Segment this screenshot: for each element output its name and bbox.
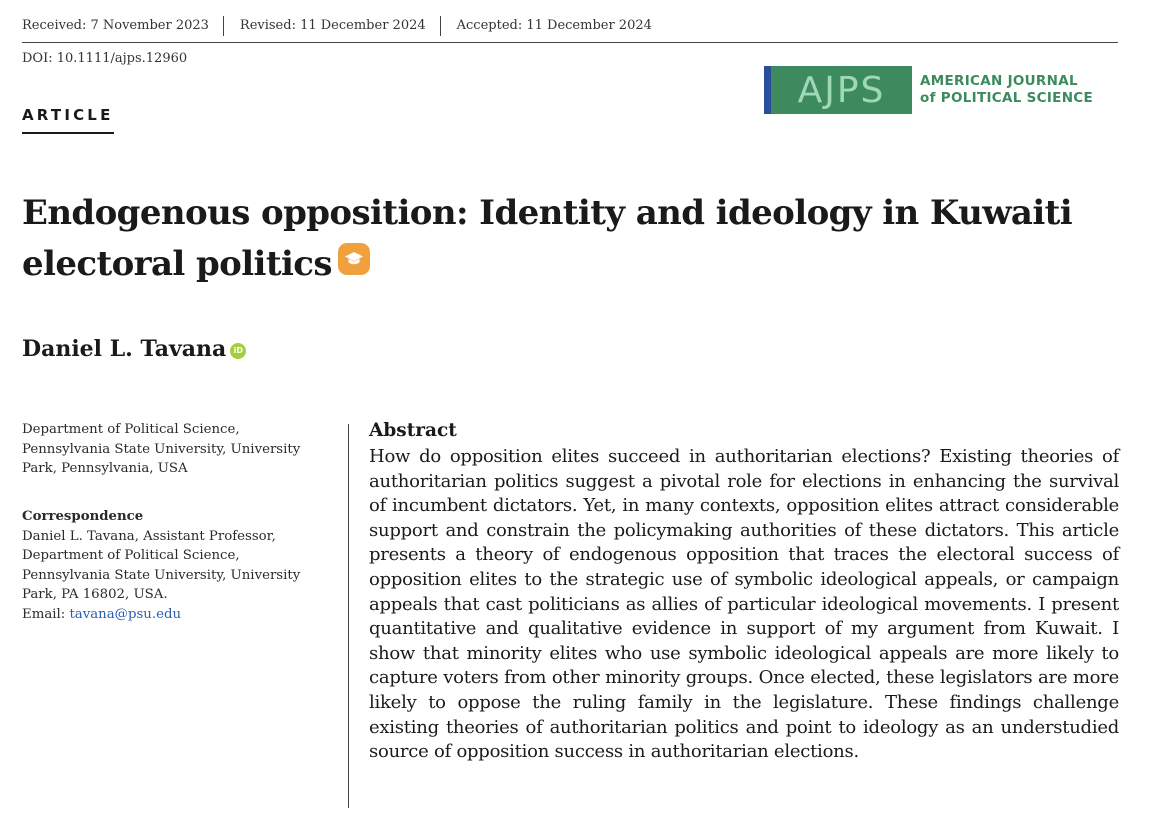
graduation-cap-icon: [344, 251, 364, 267]
publication-dates: [22, 16, 1118, 43]
correspondence: [22, 507, 322, 624]
affiliation-line: Park, Pennsylvania, USA: [22, 461, 188, 476]
journal-name: [920, 73, 1093, 107]
correspondence-line: Daniel L. Tavana, Assistant Professor,: [22, 528, 276, 544]
column-divider: [348, 424, 349, 808]
correspondence-email: [22, 605, 322, 625]
article-title: [22, 188, 1122, 290]
open-access-icon[interactable]: [338, 243, 370, 275]
author: [22, 336, 246, 362]
received-date: Received: 7 November 2023: [22, 18, 209, 33]
affiliation: [22, 420, 322, 479]
orcid-icon[interactable]: iD: [230, 343, 246, 359]
abstract-text: How do opposition elites succeed in authoritarian elections? Existing theories of authoritarian politics suggest a pivotal role for elections in enhancing the survival of incumbent dictators. Yet, in many contexts, opposition elites attract considerable support and constrain the policymaking authorities of these dictators. This article presents a theory of endogenous opposition that traces the electoral success of opposition elites to the strategic use of symbolic ideological appeals, or campaign appeals that cast politicians as allies of particular ideological movements. I present quantitative and qualitative evidence in support of my argument from Kuwait. I show that minority elites who use symbolic ideological appeals are more likely to capture voters from other minority groups. Once elected, these legislators are more likely to oppose the ruling family in the legislature. These findings challenge existing theories of authoritarian politics and point to ideology as an understudied source of opposition success in authoritarian elections.: [369, 446, 1119, 763]
correspondence-heading: Correspondence: [22, 509, 144, 524]
logo-abbreviation: AJPS: [771, 66, 912, 114]
article-title-text: Endogenous opposition: Identity and ideology in Kuwaiti electoral politics: [22, 193, 1073, 284]
journal-name-line1: AMERICAN JOURNAL: [920, 73, 1078, 89]
correspondence-line: Pennsylvania State University, University: [22, 567, 301, 583]
article-type-label: ARTICLE: [22, 106, 114, 134]
logo-bar: [764, 66, 771, 114]
affiliation-line: Department of Political Science,: [22, 422, 240, 437]
journal-logo[interactable]: [764, 66, 1093, 114]
journal-name-line2: of POLITICAL SCIENCE: [920, 90, 1094, 106]
correspondence-line: Park, PA 16802, USA.: [22, 587, 168, 602]
accepted-date: Accepted: 11 December 2024: [440, 16, 666, 36]
affiliation-line: Pennsylvania State University, University: [22, 441, 301, 457]
abstract-heading: Abstract: [369, 420, 457, 441]
doi[interactable]: DOI: 10.1111/ajps.12960: [22, 51, 188, 66]
revised-date: Revised: 11 December 2024: [223, 16, 440, 36]
correspondence-line: Department of Political Science,: [22, 548, 240, 563]
author-name: Daniel L. Tavana: [22, 336, 227, 362]
email-label: Email:: [22, 606, 70, 622]
email-link[interactable]: tavana@psu.edu: [69, 606, 182, 622]
